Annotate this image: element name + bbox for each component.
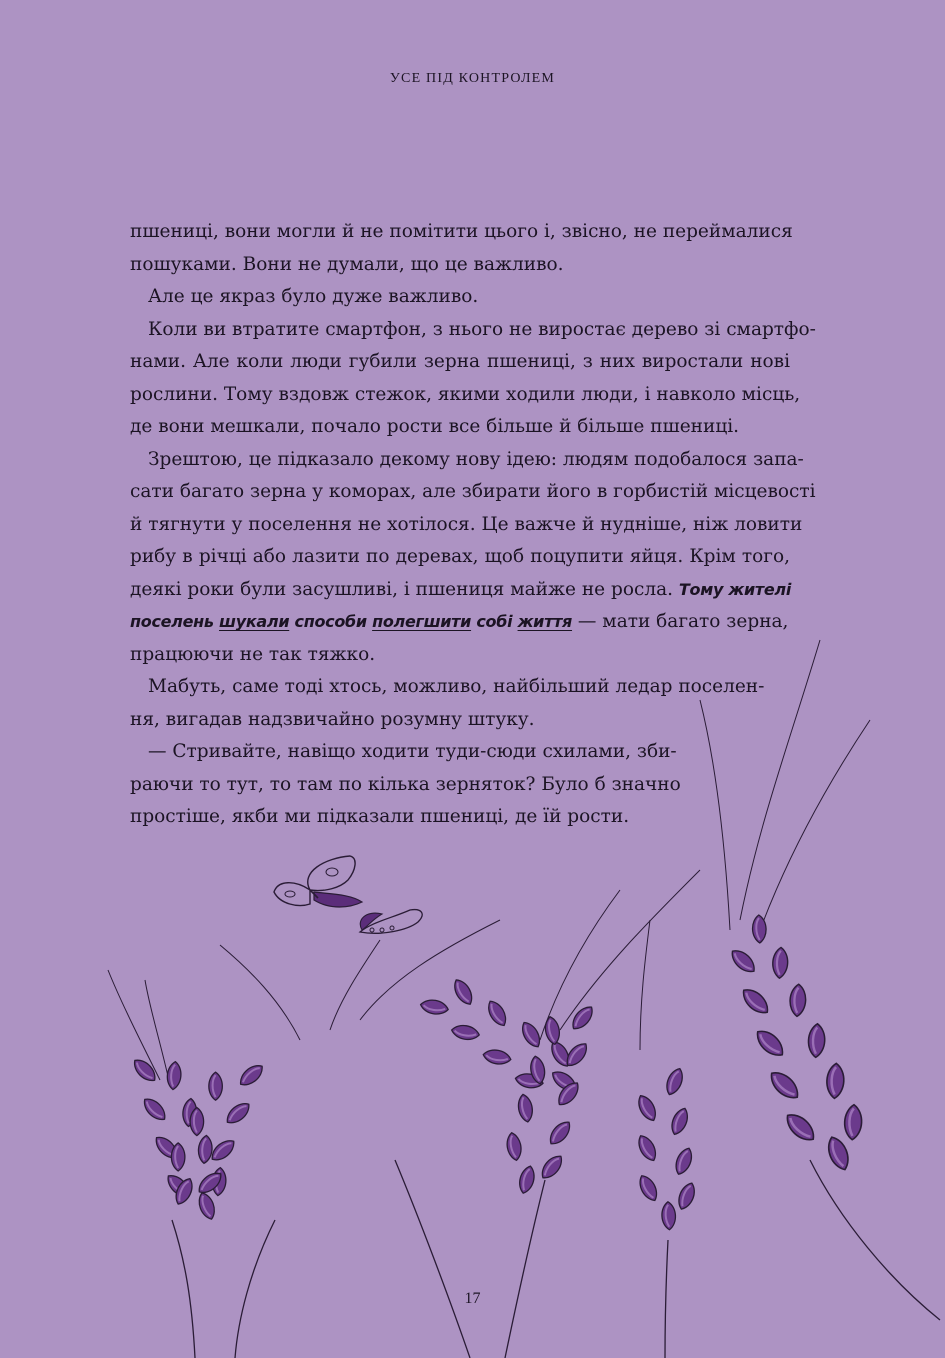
page-number: 17 [464,1290,481,1307]
text-line: нами. Але коли люди губили зерна пшениці, з них виростали нові [130,351,790,372]
wheat-illustration [0,620,945,1358]
text-line [130,574,790,607]
text-segment: деякі роки були засушливі, і пшениця майже не росла. [130,578,673,600]
text-line: сати багато зерна у коморах, але збирати його в горбистій місцевості [130,481,816,502]
text-line: працюючи не так тяжко. [130,643,376,665]
hand-word: поселень [130,612,214,631]
hand-word-underlined: життя [517,612,573,631]
text-line: простіше, якби ми підказали пшениці, де їй рости. [130,806,630,827]
text-line: рослини. Тому вздовж стежок, якими ходили люди, і навколо місць, [130,383,801,405]
text-line: рибу в річці або лазити по деревах, щоб поцупити яйця. Крім того, [130,546,790,567]
text-line: де вони мешкали, почало рости все більше й більше пшениці. [130,416,740,437]
text-line: Але це якраз було дуже важливо. [148,286,479,307]
hand-word: способи [294,612,367,631]
text-line: ня, вигадав надзвичайно розумну штуку. [130,708,535,730]
text-line: пошуками. Вони не думали, що це важливо. [130,253,564,275]
text-segment: — мати багато зерна, [577,611,789,632]
text-line: й тягнути у поселення не хотілося. Це важче й нудніше, ніж ловити [130,513,803,535]
text-line: Мабуть, саме тоді хтось, можливо, найбільший ледар поселен- [148,676,765,697]
hand-word-underlined: шукали [219,612,290,631]
text-line: Коли ви втратите смартфон, з нього не виростає дерево зі смартфо- [148,318,816,340]
hand-word-underlined: полегшити [372,612,472,631]
text-line: раючи то тут, то там по кілька зерняток? Було б значно [130,773,681,795]
handwritten-highlight: Тому жителі [678,579,792,599]
text-line: пшениці, вони могли й не помітити цього і, звісно, не переймалися [130,221,793,242]
running-head: УСЕ ПІД КОНТРОЛЕМ [389,71,556,86]
text-line: — Стривайте, навіщо ходити туди-сюди схилами, зби- [148,741,677,762]
text-line: Зрештою, це підказало декому нову ідею: людям подобалося запа- [148,448,804,470]
hand-word: собі [476,612,513,631]
